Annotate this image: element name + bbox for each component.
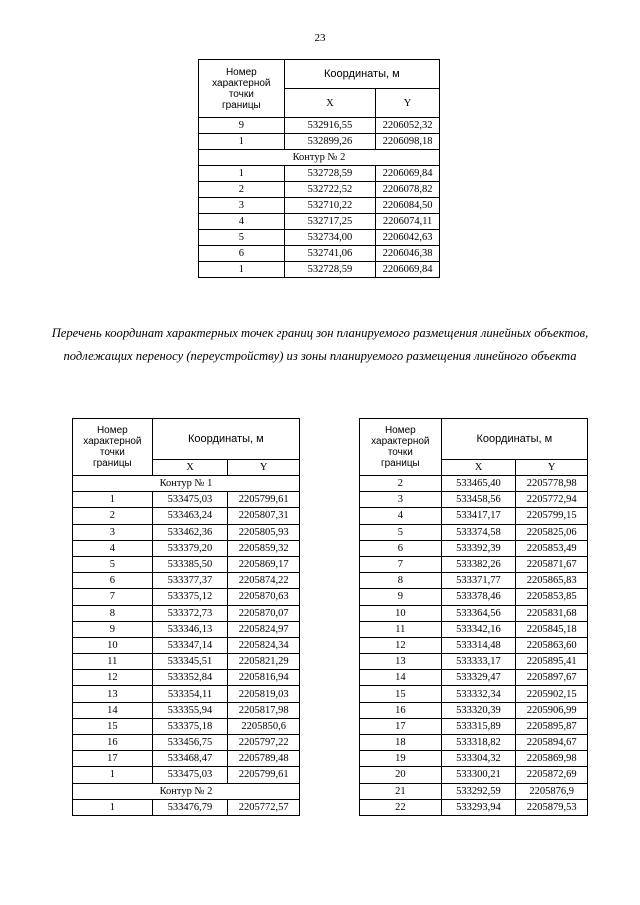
x-cell: 532741,06 (284, 246, 375, 262)
table-row (360, 476, 588, 492)
x-cell: 533292,59 (441, 783, 516, 799)
table-row (73, 767, 300, 783)
y-cell: 2205824,34 (228, 637, 300, 653)
x-header: X (152, 460, 228, 476)
point-number-cell: 12 (360, 637, 442, 653)
y-cell: 2205876,9 (516, 783, 588, 799)
point-number-cell: 13 (73, 686, 153, 702)
table-row (360, 605, 588, 621)
x-cell: 533332,34 (441, 686, 516, 702)
table-row (73, 605, 300, 621)
y-cell: 2205821,29 (228, 654, 300, 670)
table-row (73, 654, 300, 670)
contour-label: Контур № 2 (199, 150, 440, 166)
y-cell: 2205797,22 (228, 735, 300, 751)
table-row (73, 556, 300, 572)
x-cell: 533375,18 (152, 718, 228, 734)
x-cell: 533345,51 (152, 654, 228, 670)
header-line: границы (380, 458, 420, 469)
x-cell: 533378,46 (441, 589, 516, 605)
y-cell: 2205819,03 (228, 686, 300, 702)
point-number-cell: 9 (73, 621, 153, 637)
y-cell: 2205807,31 (228, 508, 300, 524)
coordinates-header: Координаты, м (284, 60, 439, 89)
x-cell: 533352,84 (152, 670, 228, 686)
point-number-cell: 3 (73, 524, 153, 540)
point-number-cell: 10 (360, 605, 442, 621)
table-row (73, 492, 300, 508)
x-cell: 533354,11 (152, 686, 228, 702)
page-number: 23 (314, 32, 326, 44)
table-row (73, 718, 300, 734)
y-cell: 2206052,32 (376, 118, 440, 134)
point-number-cell: 2 (360, 476, 442, 492)
point-number-cell: 16 (360, 702, 442, 718)
x-cell: 533417,17 (441, 508, 516, 524)
table-row (360, 702, 588, 718)
table-row (73, 702, 300, 718)
table-row (199, 166, 440, 182)
y-cell: 2205817,98 (228, 702, 300, 718)
table-row (199, 246, 440, 262)
table-row (73, 573, 300, 589)
table-row (360, 767, 588, 783)
x-cell: 533342,16 (441, 621, 516, 637)
x-cell: 532916,55 (284, 118, 375, 134)
coordinates-table-top (198, 59, 440, 278)
table-row (360, 799, 588, 815)
point-number-cell: 5 (199, 230, 285, 246)
y-cell: 2205772,57 (228, 799, 300, 815)
point-number-cell: 8 (360, 573, 442, 589)
y-cell: 2205902,15 (516, 686, 588, 702)
y-cell: 2205772,94 (516, 492, 588, 508)
x-cell: 533315,89 (441, 718, 516, 734)
table-row (199, 230, 440, 246)
table-row (199, 198, 440, 214)
y-cell: 2206046,38 (376, 246, 440, 262)
table-row (199, 262, 440, 278)
point-number-cell: 1 (199, 134, 285, 150)
table-row (73, 637, 300, 653)
point-number-cell: 21 (360, 783, 442, 799)
coordinates-table-right (359, 418, 588, 816)
y-cell: 2205895,87 (516, 718, 588, 734)
point-number-cell: 7 (73, 589, 153, 605)
header-line: точки (387, 447, 413, 458)
y-cell: 2205859,32 (228, 540, 300, 556)
x-cell: 533379,20 (152, 540, 228, 556)
y-cell: 2205906,99 (516, 702, 588, 718)
x-header: X (284, 89, 375, 118)
contour-label: Контур № 2 (73, 783, 300, 799)
table-row (199, 182, 440, 198)
table-row (73, 508, 300, 524)
y-cell: 2205863,60 (516, 637, 588, 653)
y-cell: 2205853,49 (516, 540, 588, 556)
y-header: Y (516, 460, 588, 476)
y-cell: 2205865,83 (516, 573, 588, 589)
y-cell: 2206078,82 (376, 182, 440, 198)
y-cell: 2205824,97 (228, 621, 300, 637)
point-number-cell: 2 (199, 182, 285, 198)
y-cell: 2206098,18 (376, 134, 440, 150)
table-row (199, 118, 440, 134)
point-number-cell: 7 (360, 556, 442, 572)
x-cell: 533392,39 (441, 540, 516, 556)
point-number-cell: 11 (73, 654, 153, 670)
point-number-cell: 18 (360, 735, 442, 751)
table-row (73, 621, 300, 637)
point-number-cell: 1 (199, 262, 285, 278)
y-cell: 2205778,98 (516, 476, 588, 492)
x-cell: 533468,47 (152, 751, 228, 767)
y-cell: 2205897,67 (516, 670, 588, 686)
y-cell: 2205805,93 (228, 524, 300, 540)
table-row (73, 799, 300, 815)
x-cell: 533462,36 (152, 524, 228, 540)
y-cell: 2205870,07 (228, 605, 300, 621)
point-number-cell: 14 (73, 702, 153, 718)
contour-row (73, 476, 300, 492)
y-cell: 2205871,67 (516, 556, 588, 572)
x-cell: 533329,47 (441, 670, 516, 686)
point-number-cell: 5 (73, 556, 153, 572)
y-cell: 2205894,67 (516, 735, 588, 751)
point-number-cell: 11 (360, 621, 442, 637)
point-number-cell: 8 (73, 605, 153, 621)
point-number-cell: 2 (73, 508, 153, 524)
table-row (360, 718, 588, 734)
x-cell: 533347,14 (152, 637, 228, 653)
x-cell: 533385,50 (152, 556, 228, 572)
point-number-cell: 15 (360, 686, 442, 702)
x-cell: 533371,77 (441, 573, 516, 589)
table-row (73, 735, 300, 751)
x-cell: 532710,22 (284, 198, 375, 214)
header-line: Номер (96, 425, 128, 436)
x-cell: 532728,59 (284, 262, 375, 278)
y-cell: 2206069,84 (376, 166, 440, 182)
point-number-cell: 4 (360, 508, 442, 524)
x-cell: 533320,39 (441, 702, 516, 718)
table-row (360, 556, 588, 572)
coordinates-header: Координаты, м (441, 419, 587, 460)
x-cell: 533372,73 (152, 605, 228, 621)
table-row (360, 735, 588, 751)
point-number-header (199, 60, 285, 118)
table-row (360, 573, 588, 589)
y-cell: 2205799,15 (516, 508, 588, 524)
x-cell: 533346,13 (152, 621, 228, 637)
header-line: границы (221, 99, 261, 111)
point-number-cell: 17 (360, 718, 442, 734)
table-row (360, 670, 588, 686)
point-number-cell: 3 (199, 198, 285, 214)
y-cell: 2205853,85 (516, 589, 588, 605)
y-cell: 2205869,17 (228, 556, 300, 572)
y-cell: 2206042,63 (376, 230, 440, 246)
x-cell: 533382,26 (441, 556, 516, 572)
y-cell: 2205845,18 (516, 621, 588, 637)
x-cell: 533463,24 (152, 508, 228, 524)
y-cell: 2205816,94 (228, 670, 300, 686)
y-cell: 2205831,68 (516, 605, 588, 621)
point-number-cell: 4 (73, 540, 153, 556)
table-row (360, 751, 588, 767)
y-cell: 2205850,6 (228, 718, 300, 734)
y-cell: 2205825,06 (516, 524, 588, 540)
point-number-cell: 22 (360, 799, 442, 815)
y-cell: 2205789,48 (228, 751, 300, 767)
header-line: Номер (384, 425, 416, 436)
table-row (73, 670, 300, 686)
header-line: характерной (371, 436, 430, 447)
contour-row (73, 783, 300, 799)
table-row (360, 621, 588, 637)
x-cell: 533374,58 (441, 524, 516, 540)
table-row (360, 654, 588, 670)
point-number-header (73, 419, 153, 476)
x-cell: 533475,03 (152, 492, 228, 508)
point-number-cell: 1 (73, 767, 153, 783)
x-cell: 533314,48 (441, 637, 516, 653)
x-cell: 533465,40 (441, 476, 516, 492)
point-number-cell: 14 (360, 670, 442, 686)
point-number-cell: 9 (360, 589, 442, 605)
point-number-cell: 13 (360, 654, 442, 670)
point-number-cell: 6 (199, 246, 285, 262)
point-number-cell: 1 (73, 492, 153, 508)
x-cell: 532722,52 (284, 182, 375, 198)
table-row (73, 540, 300, 556)
coordinates-table-left (72, 418, 300, 816)
x-cell: 533375,12 (152, 589, 228, 605)
y-header: Y (228, 460, 300, 476)
point-number-cell: 9 (199, 118, 285, 134)
x-cell: 533456,75 (152, 735, 228, 751)
x-cell: 533364,56 (441, 605, 516, 621)
x-cell: 533458,56 (441, 492, 516, 508)
y-cell: 2205869,98 (516, 751, 588, 767)
x-cell: 533333,17 (441, 654, 516, 670)
x-cell: 533318,82 (441, 735, 516, 751)
x-cell: 532899,26 (284, 134, 375, 150)
table-row (73, 686, 300, 702)
point-number-cell: 1 (199, 166, 285, 182)
x-cell: 533304,32 (441, 751, 516, 767)
x-cell: 532728,59 (284, 166, 375, 182)
point-number-cell: 3 (360, 492, 442, 508)
table-row (360, 492, 588, 508)
point-number-cell: 1 (73, 799, 153, 815)
header-line: характерной (83, 436, 142, 447)
point-number-cell: 15 (73, 718, 153, 734)
y-cell: 2205872,69 (516, 767, 588, 783)
x-cell: 533475,03 (152, 767, 228, 783)
x-header: X (441, 460, 516, 476)
y-header: Y (376, 89, 440, 118)
point-number-cell: 16 (73, 735, 153, 751)
y-cell: 2206069,84 (376, 262, 440, 278)
header-line: границы (92, 458, 132, 469)
y-cell: 2206084,50 (376, 198, 440, 214)
table-row (360, 524, 588, 540)
y-cell: 2205874,22 (228, 573, 300, 589)
x-cell: 532717,25 (284, 214, 375, 230)
header-line: точки (228, 88, 254, 100)
point-number-cell: 17 (73, 751, 153, 767)
table-row (360, 540, 588, 556)
x-cell: 533355,94 (152, 702, 228, 718)
y-cell: 2205799,61 (228, 492, 300, 508)
point-number-cell: 19 (360, 751, 442, 767)
coordinates-header: Координаты, м (152, 419, 299, 460)
point-number-cell: 6 (360, 540, 442, 556)
x-cell: 533377,37 (152, 573, 228, 589)
y-cell: 2206074,11 (376, 214, 440, 230)
header-line: точки (99, 447, 125, 458)
table-row (360, 637, 588, 653)
x-cell: 533293,94 (441, 799, 516, 815)
header-line: Номер (225, 66, 257, 78)
point-number-cell: 5 (360, 524, 442, 540)
y-cell: 2205799,61 (228, 767, 300, 783)
header-line: характерной (212, 77, 271, 89)
x-cell: 533300,21 (441, 767, 516, 783)
y-cell: 2205870,63 (228, 589, 300, 605)
point-number-cell: 12 (73, 670, 153, 686)
point-number-cell: 6 (73, 573, 153, 589)
x-cell: 533476,79 (152, 799, 228, 815)
point-number-cell: 10 (73, 637, 153, 653)
table-row (73, 751, 300, 767)
table-row (199, 214, 440, 230)
table-row (360, 508, 588, 524)
y-cell: 2205879,53 (516, 799, 588, 815)
table-row (360, 589, 588, 605)
table-row (360, 686, 588, 702)
y-cell: 2205895,41 (516, 654, 588, 670)
table-row (73, 524, 300, 540)
point-number-cell: 20 (360, 767, 442, 783)
contour-row (199, 150, 440, 166)
section-heading: Перечень координат характерных точек границ зон планируемого размещения линейных объектов, подлежащих переносу (переустройству) из зоны планируемого размещения линейного объекта (51, 326, 589, 363)
contour-label: Контур № 1 (73, 476, 300, 492)
table-row (73, 589, 300, 605)
table-row (360, 783, 588, 799)
table-row (199, 134, 440, 150)
point-number-cell: 4 (199, 214, 285, 230)
x-cell: 532734,00 (284, 230, 375, 246)
point-number-header (360, 419, 442, 476)
